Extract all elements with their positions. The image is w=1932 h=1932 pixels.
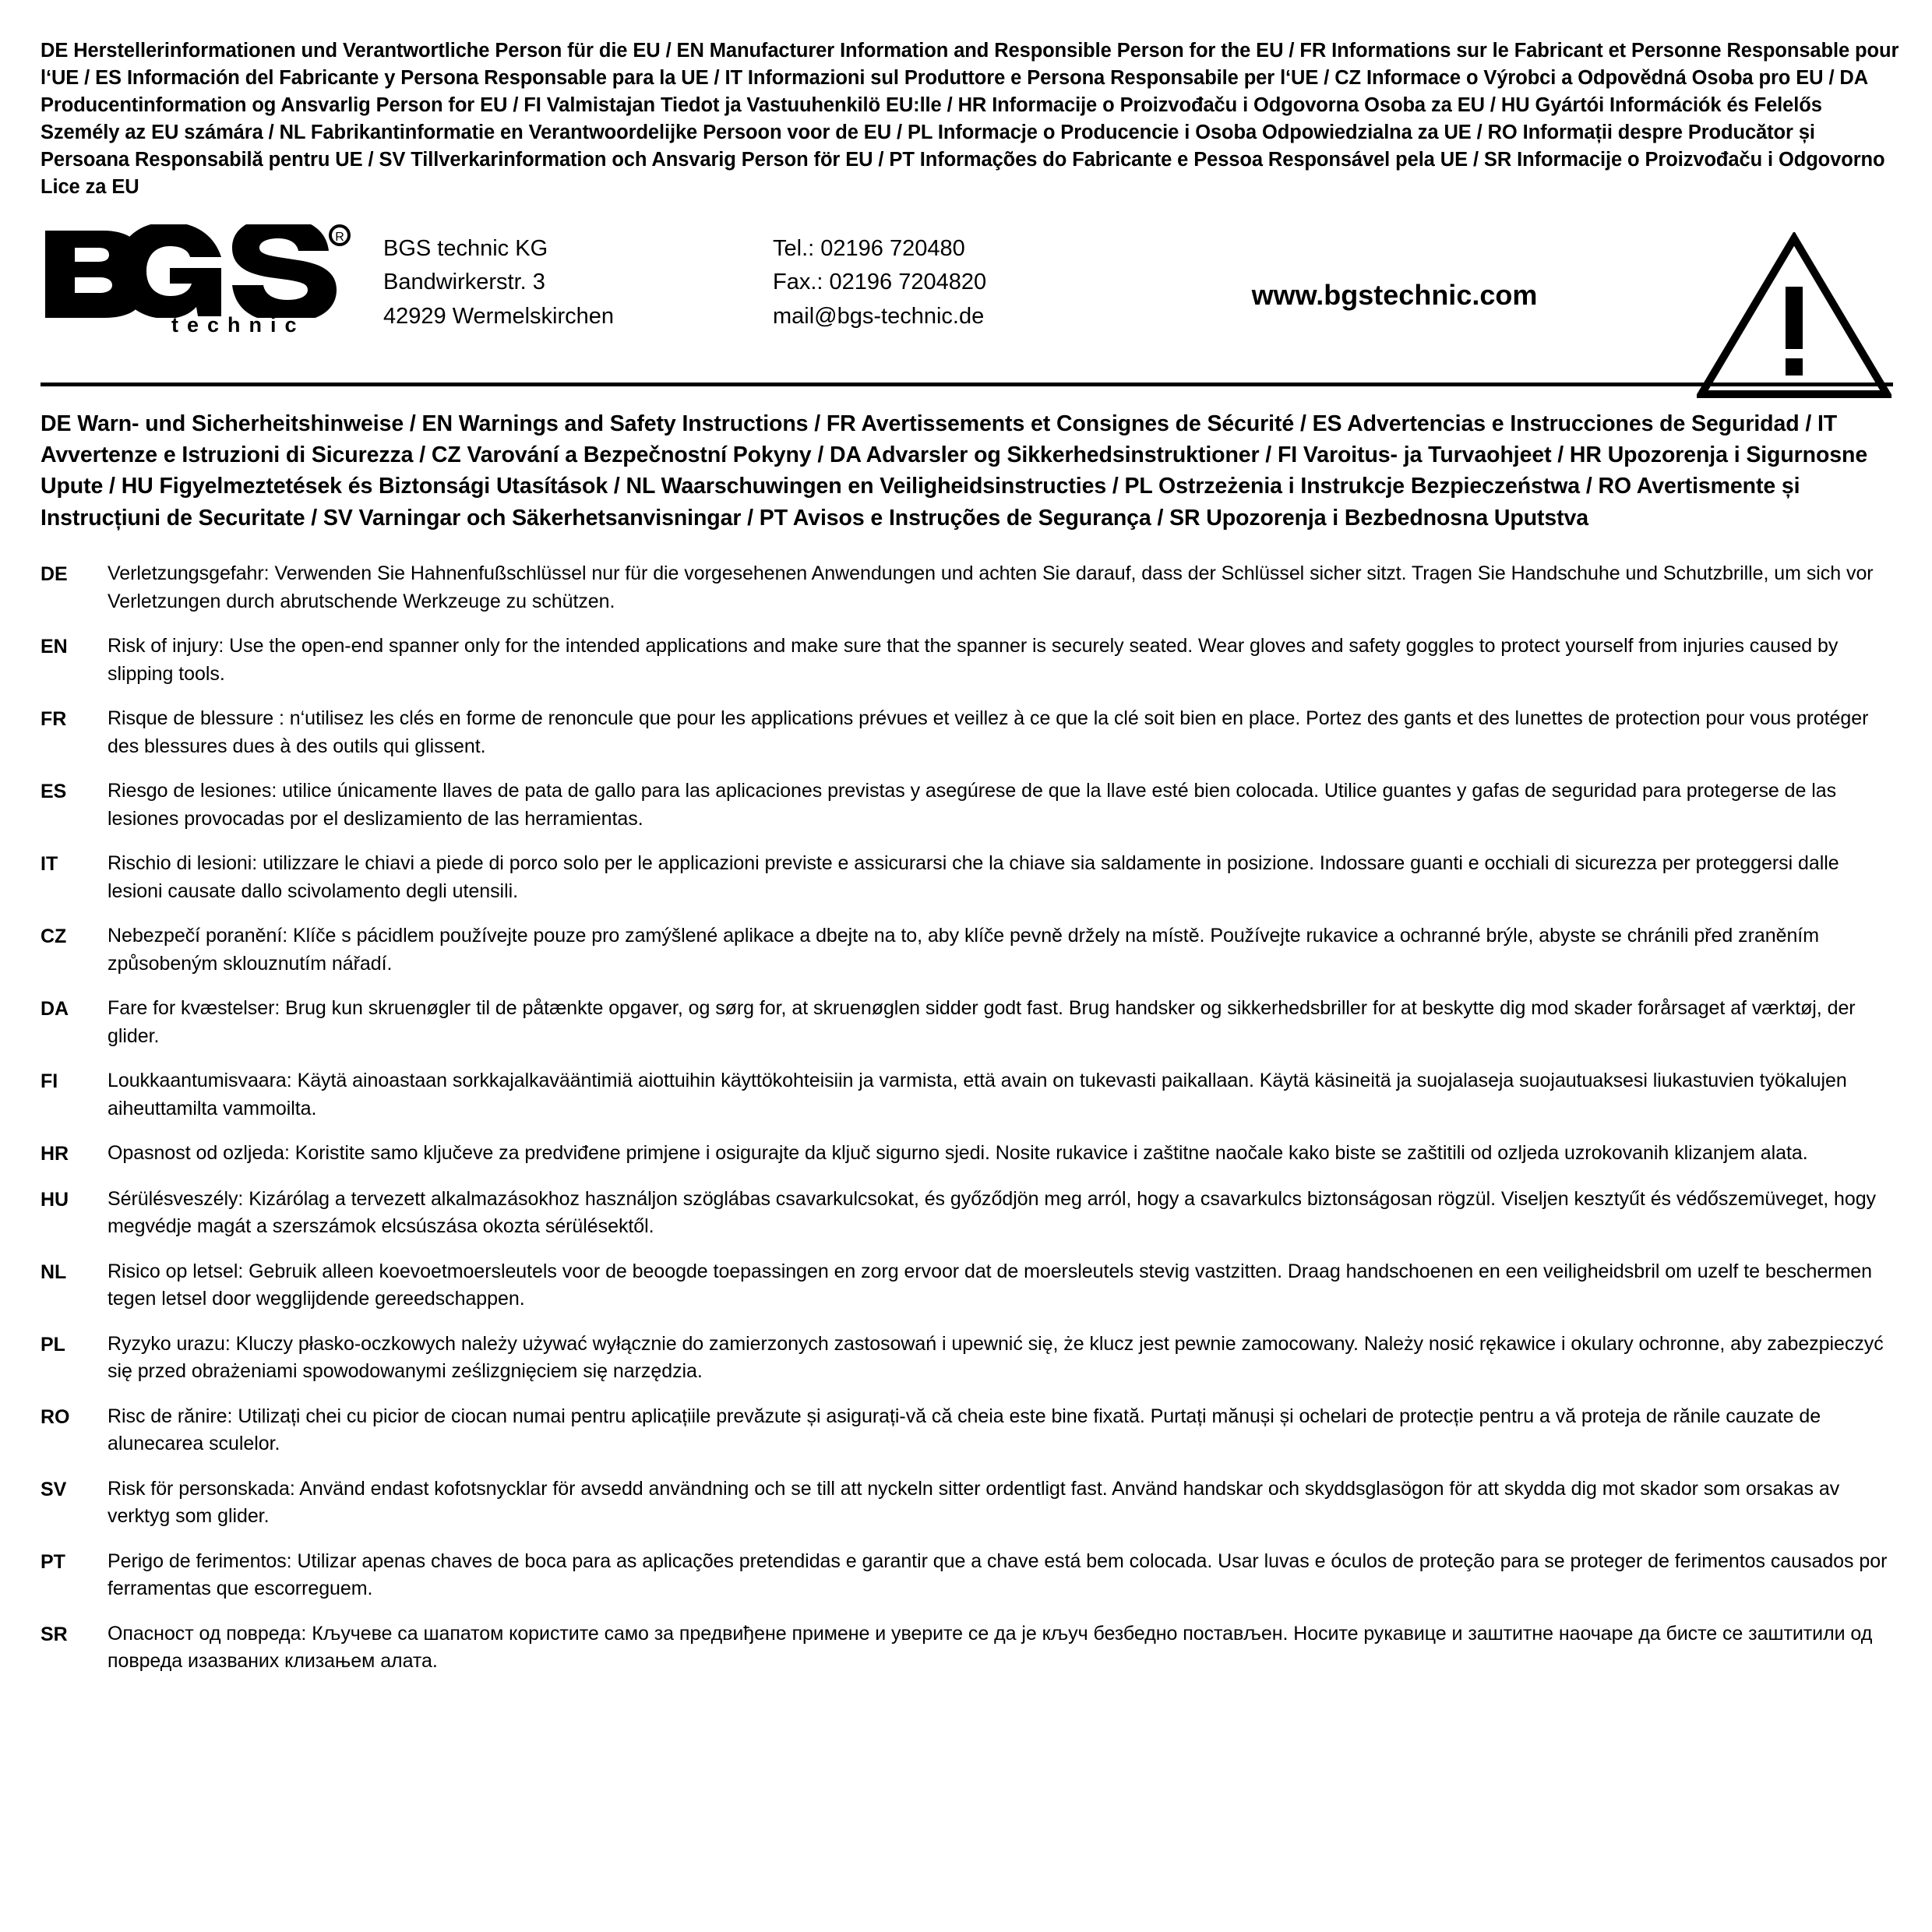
company-street: Bandwirkerstr. 3 [383, 270, 545, 295]
list-item [41, 1548, 1895, 1603]
language-code: FR [41, 708, 67, 731]
language-code: NL [41, 1260, 67, 1283]
list-item [41, 1258, 1895, 1313]
language-code: SR [41, 1623, 68, 1645]
bgs-logo-subtitle: technic [171, 312, 305, 337]
warnings-heading: DE Warn- und Sicherheitshinweise / EN Warnings and Safety Instructions / FR Avertissements et Consignes de Sécurité / ES Advertencias e Instrucciones de Seguridad / IT Avvertenze e Istruzioni di Sicurezza / CZ Varování a Bezpečnostní Pokyny / DA Advarsler og Sikkerhedsinstruktioner / FI Varoitus- ja Turvaohjeet / HR Upozorenja i Sigurnosne Upute / HU Figyelmeztetések és Biztonsági Utasítások / NL Waarschuwingen en Veiligheidsinstructies / PL Ostrzeżenia i Instrukcje Bezpieczeństwa / RO Avertismente și Instrucțiuni de Securitate / SV Varningar och Säkerhetsanvisningar / PT Avisos e Instruções de Segurança / SR Upozorenja i Bezbednosna Uputstva [41, 411, 1868, 531]
list-item [41, 850, 1895, 905]
bgs-logo [41, 218, 383, 337]
list-item [41, 922, 1895, 978]
list-item [41, 777, 1895, 833]
bgs-logo-mark [41, 224, 352, 318]
header-divider [41, 383, 1893, 386]
warning-text: Verletzungsgefahr: Verwenden Sie Hahnenfußschlüssel nur für die vorgesehenen Anwendungen und achten Sie darauf, dass der Schlüssel sicher sitzt. Tragen Sie Handschuhe und Schutzbrille, um sich vor Verletzungen durch abrutschende Werkzeuge zu schützen. [108, 562, 1874, 612]
manufacturer-info-heading: DE Herstellerinformationen und Verantwortliche Person für die EU / EN Manufacturer Information and Responsible Person for the EU / FR Informations sur le Fabricant et Personne Responsable pour l‘UE / ES Información del Fabricante y Persona Responsable para la UE / IT Informazioni sul Produttore e Persona Responsabile per l‘UE / CZ Informace o Výrobci a Odpovědná Osoba pro EU / DA Producentinformation og Ansvarlig Person for EU / FI Valmistajan Tiedot ja Vastuuhenkilö EU:lle / HR Informacije o Proizvođaču i Odgovorna Osoba za EU / HU Gyártói Információk és Felelős Személy az EU számára / NL Fabrikantinformatie en Verantwoordelijke Persoon voor de EU / PL Informacje o Producencie i Osoba Odpowiedzialna za UE / RO Informații despre Producător și Persoana Responsabilă pentru UE / SV Tillverkarinformation och Ansvarig Person för EU / PT Informações do Fabricante e Pessoa Responsável pela UE / SR Informacije o Proizvođaču i Odgovorno Lice za EU [41, 40, 1899, 198]
list-item [41, 560, 1895, 615]
warning-text: Loukkaantumisvaara: Käytä ainoastaan sorkkajalkavääntimiä aiottuihin käyttökohteisiin ja varmista, että avain on tukevasti paikallaan. Käytä käsineitä ja suojalaseja suojautuaksesi liukastuvien työkalujen aiheuttamilta vammoilta. [108, 1070, 1847, 1119]
warning-text: Sérülésveszély: Kizárólag a tervezett alkalmazásokhoz használjon szöglábas csavarkulcsokat, és győződjön meg arról, hogy a csavarkulcs biztonságosan rögzül. Viseljen kesztyűt és védőszemüveget, hogy megvédje magát a szerszámok elcsúszása okozta sérülésektől. [108, 1187, 1876, 1238]
language-code: PT [41, 1550, 65, 1573]
language-code: EN [41, 636, 68, 658]
warning-text: Rischio di lesioni: utilizzare le chiavi a piede di porco solo per le applicazioni previste e assicurarsi che la chiave sia saldamente in posizione. Indossare guanti e occhiali di sicurezza per proteggersi dalle lesioni causate dallo scivolamento degli utensili. [108, 852, 1839, 902]
warning-text: Nebezpečí poranění: Klíče s pácidlem používejte pouze pro zamýšlené aplikace a dbejte na to, aby klíče pevně držely na místě. Používejte rukavice a ochranné brýle, abyste se chránili před zraněním způsobeným sklouznutím nářadí. [108, 925, 1819, 975]
language-code: RO [41, 1405, 70, 1428]
company-city: 42929 Wermelskirchen [383, 303, 615, 329]
warning-text: Risque de blessure : n‘utilisez les clés en forme de renoncule que pour les applications prévues et veillez à ce que la clé soit bien en place. Portez des gants et des lunettes de protection pour vous protéger des blessures dues à des outils qui glissent. [108, 707, 1869, 757]
list-item [41, 705, 1895, 760]
language-code: DA [41, 998, 69, 1021]
company-telephone: Tel.: 02196 720480 [773, 235, 965, 261]
language-code: DE [41, 563, 68, 586]
language-code: PL [41, 1333, 65, 1356]
warning-text: Опасност од повреда: Кључеве са шапатом користите само за предвиђене примене и уверите се да је кључ безбедно постављен. Носите рукавице и заштитне наочаре да бисте се заштитили од повреда изазваних клизањем алата. [108, 1622, 1873, 1673]
company-email: mail@bgs-technic.de [773, 303, 985, 329]
company-header [41, 218, 1891, 378]
list-item [41, 1140, 1895, 1169]
list-item [41, 1067, 1895, 1123]
warning-text: Risk of injury: Use the open-end spanner only for the intended applications and make sure that the spanner is securely seated. Wear gloves and safety goggles to protect yourself from injuries caused by slipping tools. [108, 635, 1839, 685]
warning-text: Ryzyko urazu: Kluczy płasko-oczkowych należy używać wyłącznie do zamierzonych zastosowań i upewnić się, że klucz jest pewnie zamocowany. Należy nosić rękawice i okulary ochronne, aby zabezpieczyć się przed obrażeniami spowodowanymi ześlizgnięciem się narzędzia. [108, 1332, 1884, 1383]
warning-text: Risico op letsel: Gebruik alleen koevoetmoersleutels voor de beoogde toepassingen en zorg ervoor dat de moersleutels stevig vastzitten. Draag handschoenen en een veiligheidsbril om uzelf te beschermen tegen letsel door wegglijdende gereedschappen. [108, 1260, 1872, 1310]
list-item [41, 633, 1895, 688]
language-code: IT [41, 853, 58, 876]
list-item [41, 995, 1895, 1050]
company-fax: Fax.: 02196 7204820 [773, 270, 987, 295]
list-item [41, 1475, 1895, 1531]
company-name: BGS technic KG [383, 235, 548, 261]
svg-text:R: R [335, 230, 344, 244]
company-contact [773, 218, 1108, 334]
language-code: HR [41, 1143, 69, 1165]
list-item [41, 1620, 1895, 1676]
language-code: FI [41, 1070, 58, 1093]
warning-text: Risc de rănire: Utilizați chei cu picior de ciocan numai pentru aplicațiile prevăzute și asigurați-vă că cheia este bine fixată. Purtați mănuși și ochelari de protecție pentru a vă proteja de rănile cauzate de alunecarea sculelor. [108, 1405, 1821, 1455]
warning-text: Risk för personskada: Använd endast kofotsnycklar för avsedd användning och se till att nyckeln sitter ordentligt fast. Använd handskar och skyddsglasögon för att skydda dig mot skador som orsakas av verktyg som glider. [108, 1477, 1840, 1528]
warning-text: Perigo de ferimentos: Utilizar apenas chaves de boca para as aplicações pretendidas e garantir que a chave está bem colocada. Usar luvas e óculos de proteção para se proteger de ferimentos causados por ferramentas que escorreguem. [108, 1549, 1888, 1600]
list-item [41, 1403, 1895, 1458]
company-website: www.bgstechnic.com [1251, 278, 1538, 311]
language-code: HU [41, 1188, 69, 1211]
warnings-list [41, 560, 1895, 1676]
list-item [41, 1186, 1895, 1241]
warning-text: Fare for kvæstelser: Brug kun skruenøgler til de påtænkte opgaver, og sørg for, at skruenøglen sidder godt fast. Brug handsker og sikkerhedsbriller for at beskytte dig mod skader forårsaget af værktøj, der glider. [108, 997, 1856, 1047]
bgs-logo-svg [41, 224, 352, 318]
warning-triangle-icon [1681, 218, 1891, 400]
warning-text: Opasnost od ozljeda: Koristite samo ključeve za predviđene primjene i osigurajte da ključ sigurno sjedi. Nosite rukavice i zaštitne naočale kako biste se zaštitili od ozljeda uzrokovanih klizanjem alata. [108, 1142, 1808, 1165]
company-address [383, 218, 773, 334]
warning-triangle-svg [1697, 232, 1891, 400]
language-code: ES [41, 781, 67, 803]
warning-text: Riesgo de lesiones: utilice únicamente llaves de pata de gallo para las aplicaciones previstas y asegúrese de que la llave esté bien colocada. Utilice guantes y gafas de seguridad para protegerse de las lesiones provocadas por el deslizamiento de las herramientas. [108, 780, 1837, 830]
language-code: CZ [41, 925, 67, 948]
list-item [41, 1331, 1895, 1386]
language-code: SV [41, 1478, 67, 1500]
